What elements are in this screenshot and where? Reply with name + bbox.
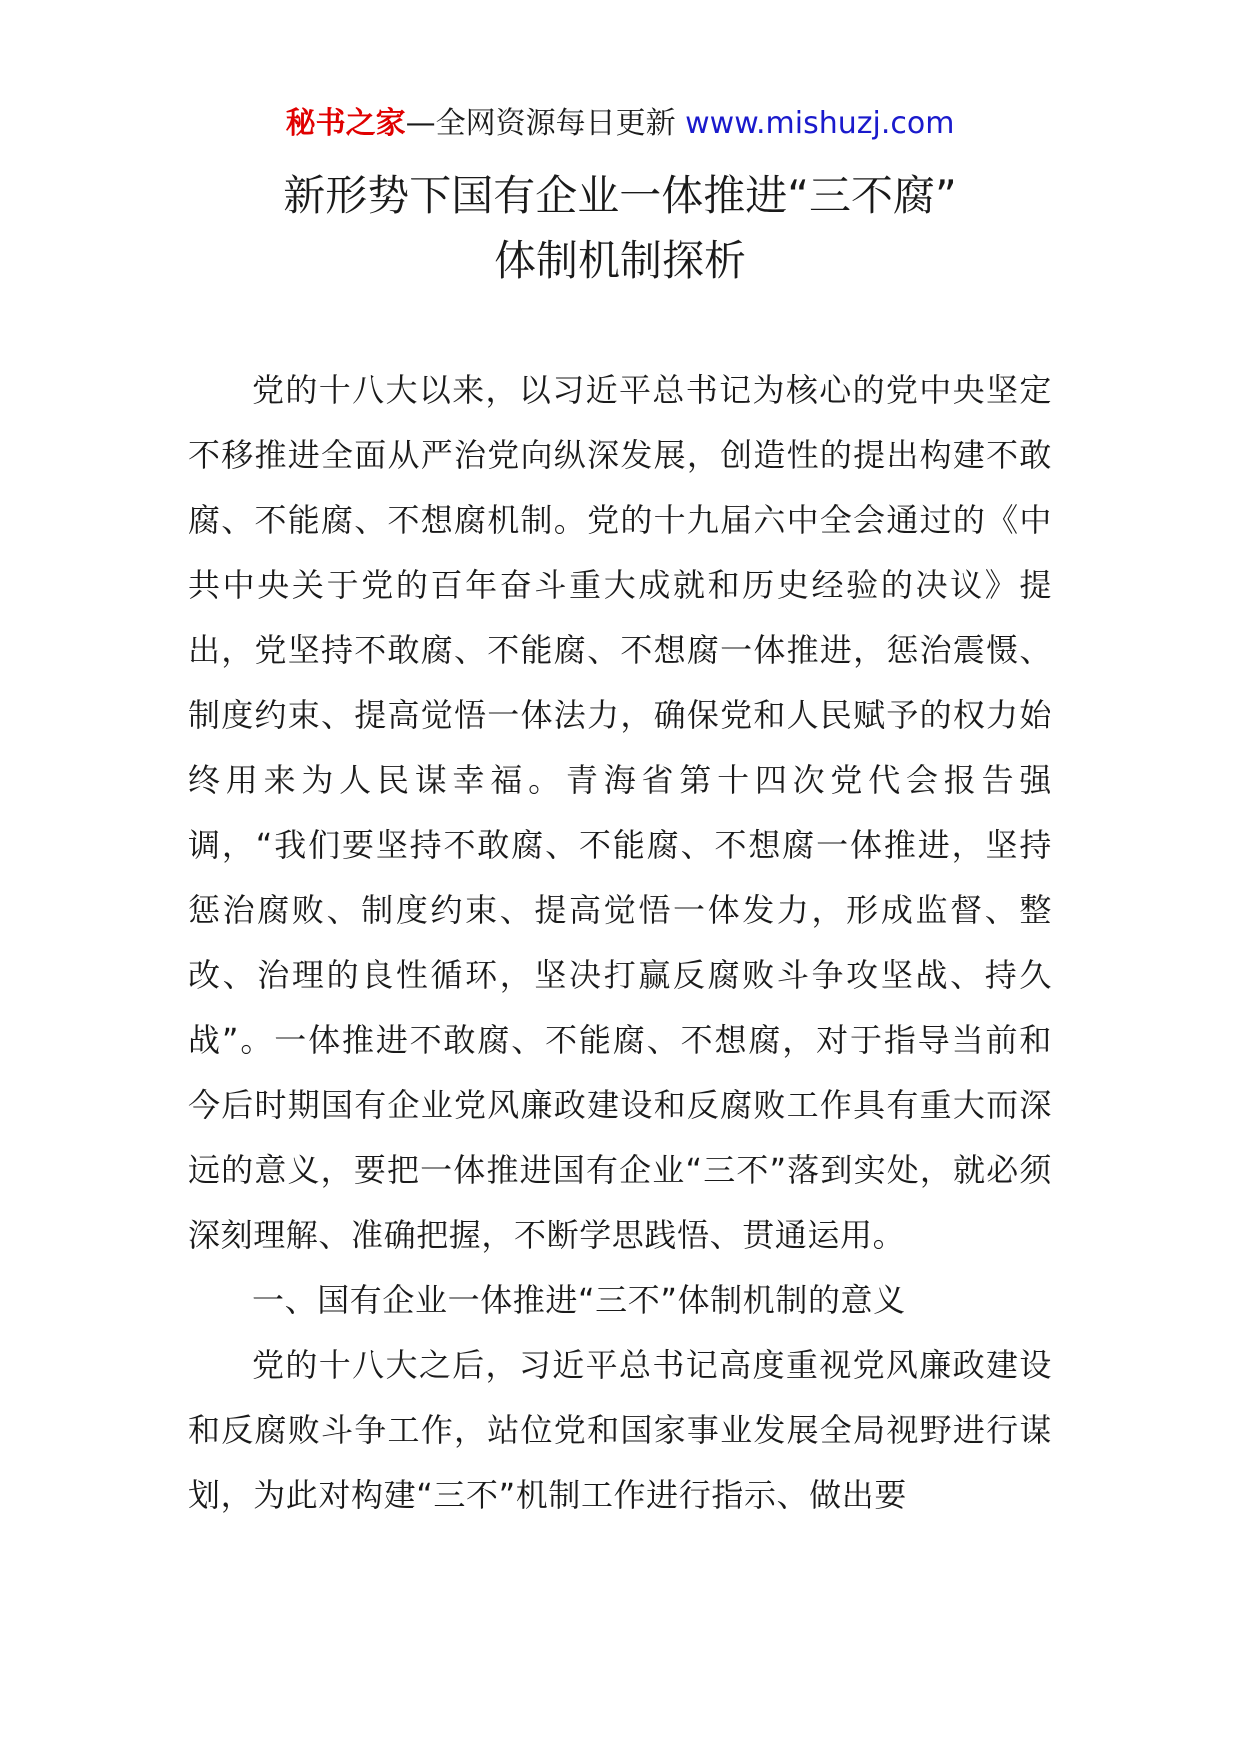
header-slogan: —全网资源每日更新 (405, 106, 686, 141)
body-paragraph-2: 党的十八大之后，习近平总书记高度重视党风廉政建设和反腐败斗争工作，站位党和国家事业发展全局视野进行谋划，为此对构建“三不”机制工作进行指示、做出要 (188, 1346, 1052, 1514)
document-body (188, 358, 1052, 1528)
body-paragraph-1: 党的十八大以来，以习近平总书记为核心的党中央坚定不移推进全面从严治党向纵深发展，创造性的提出构建不敢腐、不能腐、不想腐机制。党的十九届六中全会通过的《中共中央关于党的百年奋斗重大成就和历史经验的决议》提出，党坚持不敢腐、不能腐、不想腐一体推进，惩治震慑、制度约束、提高觉悟一体法力，确保党和人民赋予的权力始终用来为人民谋幸福。青海省第十四次党代会报告强调，“我们要坚持不敢腐、不能腐、不想腐一体推进，坚持惩治腐败、制度约束、提高觉悟一体发力，形成监督、整改、治理的良性循环，坚决打赢反腐败斗争攻坚战、持久战”。一体推进不敢腐、不能腐、不想腐，对于指导当前和今后时期国有企业党风廉政建设和反腐败工作具有重大而深远的意义，要把一体推进国有企业“三不”落到实处，就必须深刻理解、准确把握，不断学思践悟、贯通运用。 (188, 371, 1052, 1254)
document-title-line-1: 新形势下国有企业一体推进“三不腐” (283, 171, 957, 220)
site-url-link[interactable]: www.mishuzj.com (685, 106, 955, 141)
header-banner (0, 104, 1240, 144)
brand-name: 秘书之家 (285, 106, 406, 141)
document-title-line-2: 体制机制探析 (493, 236, 746, 285)
section-heading-1: 一、国有企业一体推进“三不”体制机制的意义 (252, 1281, 906, 1319)
